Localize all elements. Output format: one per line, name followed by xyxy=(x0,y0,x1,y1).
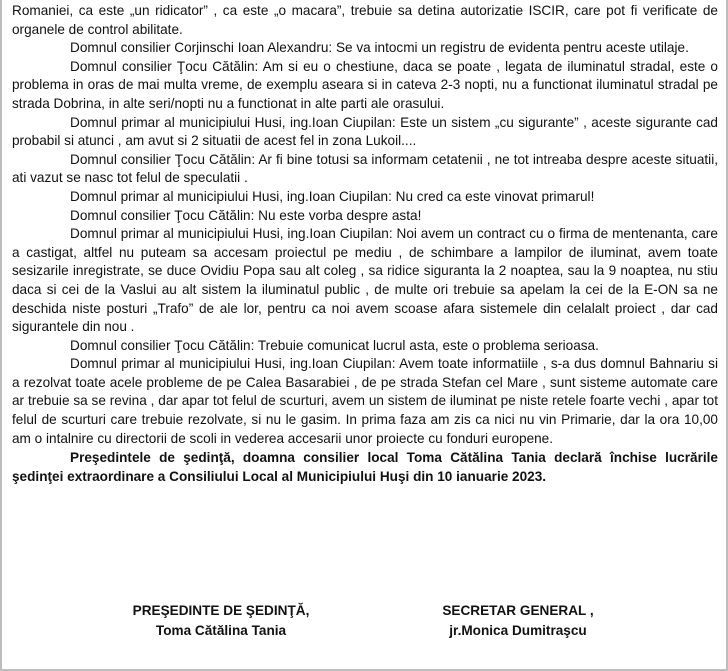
signature-block-secretary xyxy=(434,601,602,641)
paragraph-tocu-not-about: Domnul consilier Ţocu Cătălin: Nu este vorba despre asta! xyxy=(70,207,422,223)
paragraph-tocu-serious: Domnul consilier Ţocu Cătălin: Trebuie comunicat lucrul asta, este o problema serioasa. xyxy=(70,337,599,353)
paragraph-corjinschi: Domnul consilier Corjinschi Ioan Alexandru: Se va intocmi un registru de evidenta pentru aceste utilaje. xyxy=(70,40,689,56)
paragraph-tocu-inform-citizens: Domnul consilier Ţocu Cătălin: Ar fi bine totusi sa informam cetatenii , ne tot intreaba despre aceste situatii, ati vazut se nasc tot felul de speculatii . xyxy=(12,151,718,186)
paragraph-closing-statement: Preşedintele de şedinţă, doamna consilier local Toma Cătălina Tania declară închise lucrările şedinţei extraordinare a Consiliului Local al Municipiului Huşi din 10 ianuarie 2023. xyxy=(12,450,718,484)
signature-name-president: Toma Cătălina Tania xyxy=(155,623,287,638)
signature-title-secretary: SECRETAR GENERAL , xyxy=(442,603,594,618)
paragraph-mayor-contract: Domnul primar al municipiului Husi, ing.Ioan Ciupilan: Noi avem un contract cu o firma de mentenanta, care a castigat, altfel nu puteam sa accesam proiectul pe mediu , de schimbare a lampilor de iluminat, avem toate sesizarile inregistrate, se duce Ovidiu Popa sau alt coleg , sa ridice siguranta la 2 noaptea, sau la 9 noaptea, nu stiu daca si cei de la Vaslui au alt sistem la iluminatul public , de multe ori trebuie sa apelam la cei de la E-ON sa ne deschida niste posturi „Trafo” de ale lor, pentru ca noi avem scoase afara sistemele din celalalt proiect , dar cad sigurantele din nou . xyxy=(12,226,718,335)
paragraph-mayor-information: Domnul primar al municipiului Husi, ing.Ioan Ciupilan: Avem toate informatiile , s-a dus domnul Bahnariu si a rezolvat toate acele probleme de pe Calea Basarabiei , de pe strada Stefan cel Mare , sunt sisteme automate care ar trebuie sa se revina , dar apar tot felul de scurturi, avem un sistem de iluminat pe niste retele foarte vechi , apar tot felul de scurturi care trebuie rezolvate, si nu le gasim. In prima faza am zis ca nici nu vin Primarie, dar la ora 10,00 am o intalnire cu directorii de scoli in vederea accesarii unor proiecte cu fonduri europene. xyxy=(12,356,718,446)
paragraph-tocu-street-lighting: Domnul consilier Ţocu Cătălin: Am si eu o chestiune, daca se poate , legata de iluminatul stradal, este o problema in oras de mai multa vreme, de exemplu aseara si in cateva 2-3 nopti, nu a functionat iluminatul stradal pe strada Dobrina, in alte seri/nopti nu a functionat in alte parti ale orasului. xyxy=(12,58,718,111)
signature-name-secretary: jr.Monica Dumitraşcu xyxy=(449,623,587,638)
paragraph-iscir: Romaniei, ca este „un ridicator” , ca este „o macara”, trebuie sa detina autorizatie ISCIR, care pot fi verificate de organele de control abilitate. xyxy=(12,3,718,37)
paragraph-mayor-not-guilty: Domnul primar al municipiului Husi, ing.Ioan Ciupilan: Nu cred ca este vinovat primarul! xyxy=(70,188,595,204)
paragraph-mayor-fuses: Domnul primar al municipiului Husi, ing.Ioan Ciupilan: Este un sistem „cu sigurante” , aceste sigurante cad probabil si atunci , am avut si 2 situatii de acest fel in zona Lukoil.... xyxy=(12,114,718,149)
signature-title-president: PREŞEDINTE DE ŞEDINŢĂ, xyxy=(132,603,310,618)
document-body xyxy=(12,2,718,486)
signature-block-president xyxy=(106,601,336,641)
